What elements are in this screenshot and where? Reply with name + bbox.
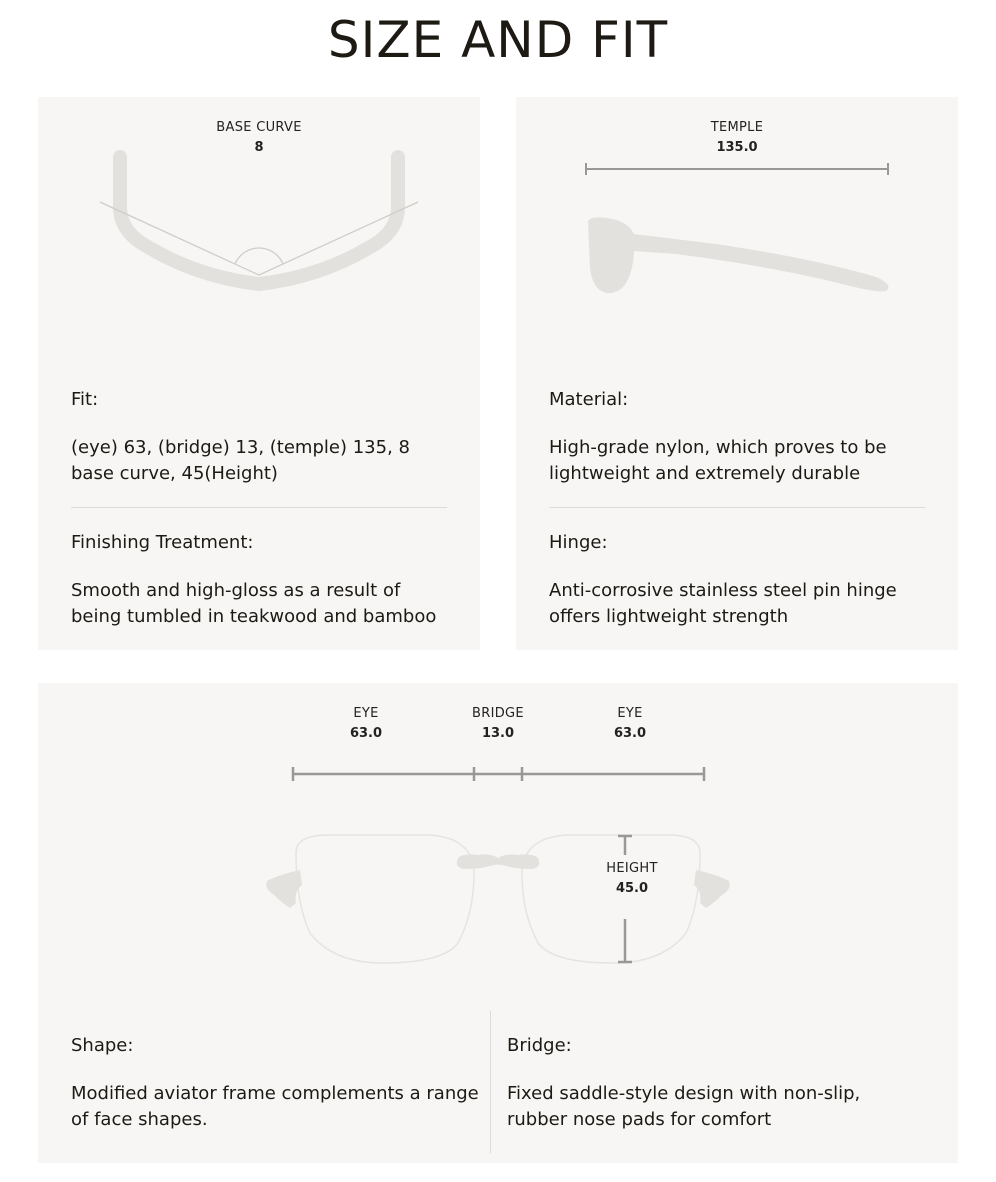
temple-measure [516, 120, 958, 157]
base-curve-value: 8 [254, 140, 264, 155]
bridge-label: BRIDGE [472, 706, 524, 721]
hinge-heading: Hinge: [549, 532, 608, 553]
front-view-illustration [38, 763, 958, 983]
eye-right-measure [580, 706, 680, 743]
base-curve-label: BASE CURVE [216, 120, 302, 135]
height-value: 45.0 [615, 881, 649, 896]
shape-text: Modified aviator frame complements a range of face shapes. [71, 1083, 479, 1130]
temple-illustration [516, 159, 958, 299]
height-measure [582, 861, 682, 898]
bridge-heading: Bridge: [507, 1035, 572, 1056]
temple-value: 135.0 [716, 140, 758, 155]
eye-right-value: 63.0 [613, 726, 647, 741]
temple-card [516, 97, 958, 650]
base-curve-illustration [38, 152, 480, 312]
hinge-spec [549, 532, 929, 630]
bridge-measure [448, 706, 548, 743]
eye-left-value: 63.0 [349, 726, 383, 741]
bridge-text: Fixed saddle-style design with non-slip, rubber nose pads for comfort [507, 1083, 861, 1130]
shape-heading: Shape: [71, 1035, 134, 1056]
eye-left-measure [316, 706, 416, 743]
material-spec [549, 389, 929, 487]
fit-heading: Fit: [71, 389, 99, 410]
bridge-value: 13.0 [481, 726, 515, 741]
material-heading: Material: [549, 389, 629, 410]
fit-text: (eye) 63, (bridge) 13, (temple) 135, 8 base curve, 45(Height) [71, 437, 410, 484]
hinge-text: Anti-corrosive stainless steel pin hinge offers lightweight strength [549, 580, 897, 627]
height-label: HEIGHT [606, 861, 658, 876]
fit-spec [71, 389, 451, 487]
eye-right-label: EYE [617, 706, 643, 721]
finishing-text: Smooth and high-gloss as a result of being tumbled in teakwood and bamboo [71, 580, 437, 627]
divider [549, 507, 925, 508]
front-view-card [38, 683, 958, 1163]
temple-label: TEMPLE [710, 120, 764, 135]
vertical-divider [490, 1011, 491, 1153]
page-title: SIZE AND FIT [327, 11, 669, 69]
base-curve-card [38, 97, 480, 650]
bridge-spec [507, 1035, 917, 1133]
eye-left-label: EYE [353, 706, 379, 721]
material-text: High-grade nylon, which proves to be lightweight and extremely durable [549, 437, 887, 484]
finishing-spec [71, 532, 451, 630]
shape-spec [71, 1035, 481, 1133]
finishing-heading: Finishing Treatment: [71, 532, 254, 553]
divider [71, 507, 447, 508]
